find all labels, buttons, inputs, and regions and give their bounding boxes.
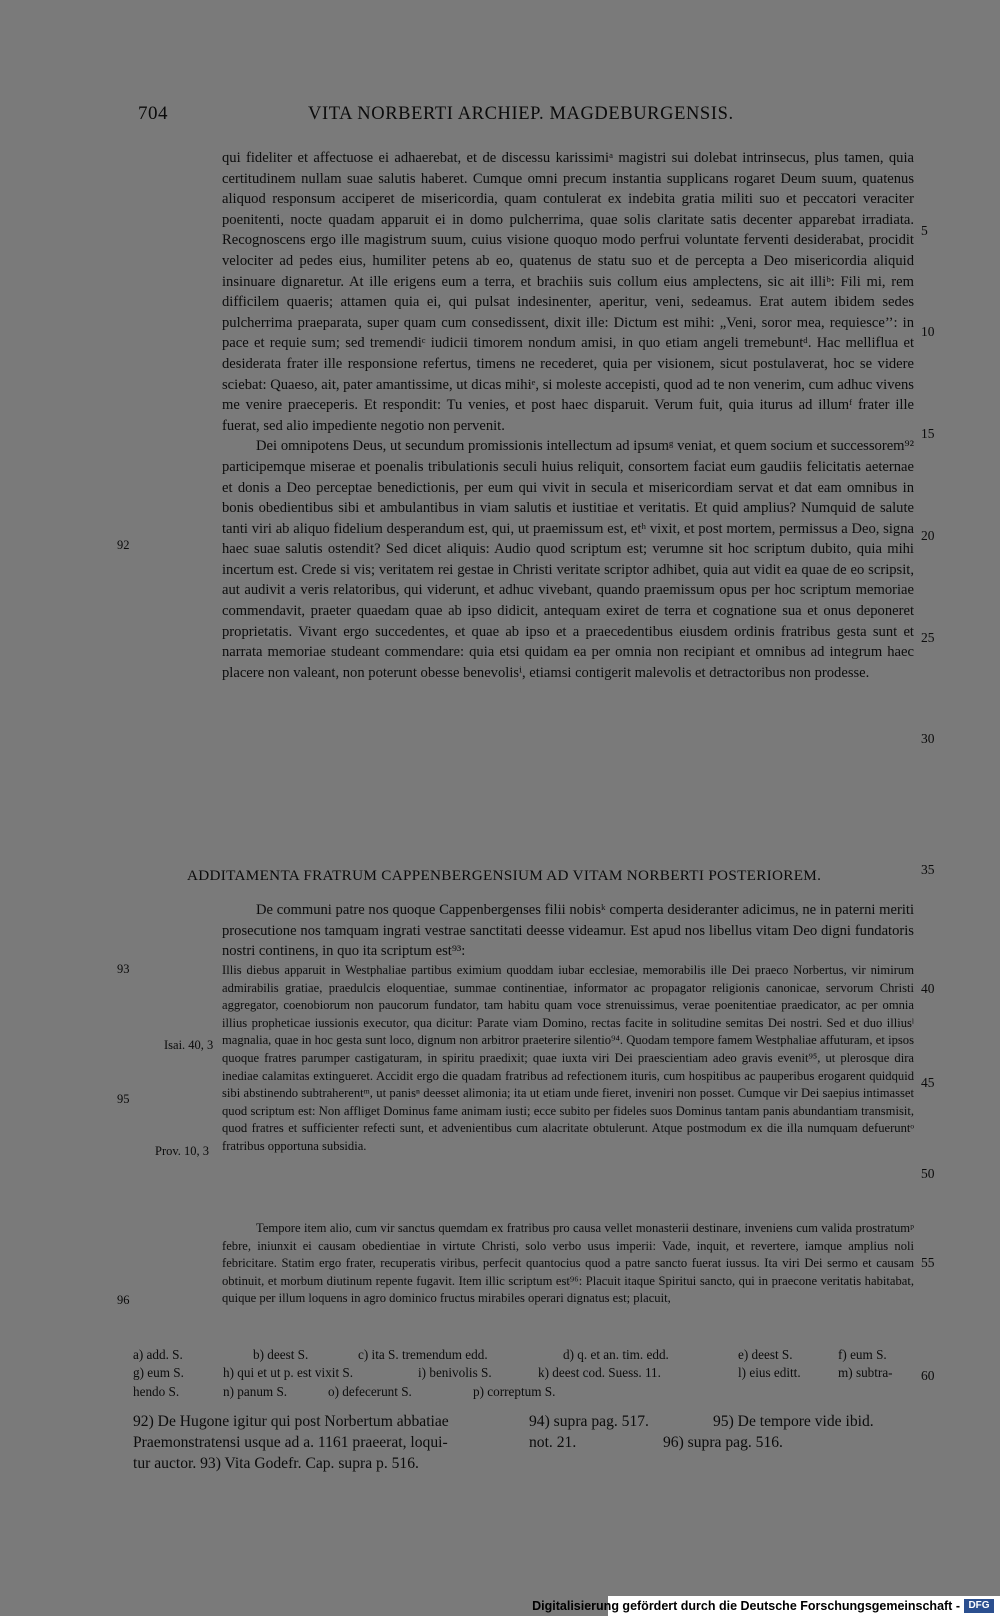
apparatus-entry: m) subtra- xyxy=(838,1365,893,1381)
margin-note-number: 95 xyxy=(117,1092,130,1106)
paragraph: Illis diebus apparuit in Westphaliae partibus eximium quoddam iubar ecclesiae, memorabilis ille Dei praeco Norbertus, vir nimirum admirabilis gratiae, praedulcis eloquentiae, summae continentiae, informator ac propagator religionis canonicae, servorum Christi aggregator, coenobiorum non paucorum fundator, tam habitu quam voce strenuissimus, verae poenitentiae praedicator, ac per omnia illius propheticae iussionis executor, qua dicitur: Parate viam Domino, rectas facite in solitudine semitas Dei nostri. Sed et duo illiusˡ magnalia, quae in hoc gesta sunt loco, dignum non arbitror praeterire silentio⁹⁴. Quodam tempore famem Westphaliae affuturam, et ipsos quoque fratres parumper castigaturam, in spiritu praedixit; quae iuxta viri Dei praescientiam adeo gravis evenit⁹⁵, ut plerosque dira inediae calamitas extingueret. Accidit ergo die quadam fratribus ad refectionem ituris, cum hospitibus ac pauperibus erogarent quidquid sibi abstinendo subtraherentᵐ, ut panisⁿ deesset alimonia; ita ut etiam unde fieret, inveniri non posset. Cumque vir Dei saepius intimasset quod scriptum est: Non affliget Dominus fame animam iusti; ecce subito per fideles suos Dominus tantam panis abundantiam transmisit, quod fratres et sufficienter refecti sunt, et advenientibus cum alacritate obtulerunt. Atque postmodum ex die illa numquam defueruntᵒ fratribus opportuna subsidia. xyxy=(222,963,914,1153)
apparatus-entry: b) deest S. xyxy=(253,1347,309,1362)
margin-note-number: 96 xyxy=(117,1293,130,1307)
note-line: 94) supra pag. 517. xyxy=(529,1413,649,1430)
footer-credit: Digitalisierung gefördert durch die Deutsche Forschungsgemeinschaft - xyxy=(532,1599,960,1613)
line-number: 45 xyxy=(921,1075,935,1090)
running-head: VITA NORBERTI ARCHIEP. MAGDEBURGENSIS. xyxy=(308,104,734,124)
notes-column xyxy=(133,1411,449,1474)
line-number: 20 xyxy=(921,528,935,543)
note-line: 92) De Hugone igitur qui post Norbertum abbatiae xyxy=(133,1413,449,1430)
margin-note-number: 93 xyxy=(117,962,130,976)
section-title: ADDITAMENTA FRATRUM CAPPENBERGENSIUM AD VITAM NORBERTI POSTERIOREM. xyxy=(187,867,822,884)
apparatus-entry: d) q. et an. tim. edd. xyxy=(563,1347,669,1362)
quoted-text xyxy=(222,1220,914,1308)
line-number: 35 xyxy=(921,862,935,877)
dfg-logo: DFG xyxy=(964,1599,994,1613)
note-line: not. 21. xyxy=(529,1434,577,1451)
note-line: 96) supra pag. 516. xyxy=(663,1434,783,1451)
apparatus-entry: n) panum S. xyxy=(223,1383,288,1399)
margin-reference: Prov. 10, 3 xyxy=(155,1144,210,1158)
apparatus-entry: a) add. S. xyxy=(133,1347,183,1362)
apparatus-entry: c) ita S. tremendum edd. xyxy=(358,1347,488,1362)
apparatus-entry: k) deest cod. Suess. 11. xyxy=(538,1365,661,1381)
margin-note-number: 92 xyxy=(117,538,130,552)
note-line: tur auctor. 93) Vita Godefr. Cap. supra p. 516. xyxy=(133,1455,419,1472)
paragraph: De communi patre nos quoque Cappenbergenses filii nobisᵏ comperta desideranter adicimus, ne in paterni meriti prosecutione nos tamquam ingrati vestrae sanctitati deesse videamur. Est apud nos libellus vitam Deo digni fundatoris nostri continens, in quo ita scriptum est⁹³: xyxy=(222,902,914,960)
line-number: 55 xyxy=(921,1255,935,1270)
paragraph: Dei omnipotens Deus, ut secundum promissionis intellectum ad ipsumᵍ veniat, et quem socium et successorem⁹² participemque miserae et poenalis tribulationis seculi huius reliquit, consortem faciat eum gaudiis felicitatis aeternae et donis a Deo perceptae benedictionis, per eum qui vivit in secula et misericordiam servat et dat eam omnibus in bonis obedientibus sibi et ambulantibus in viam salutis et iustitiae et veritatis. Et quid amplius? Numquid de salute tanti viri ab aliquo fidelium desperandum est, qui, ut praemissum est, etʰ vixit, et post mortem, permissus a Deo, signa haec suae salutis ostendit? Sed dicet aliquis: Audio quod scriptum est; verumne sit hoc scriptum dubito, quia mihi incertum est. Crede si vis; veritatem rei gestae in Christi veritate scriptor adhibet, quia aut vidit ea quae de eo scripsit, aut audivit a veris relatoribus, qui viderunt, et adhuc vivebant, quando praemissum opus per hoc scriptum memoriae commendavit, praeter quaedam quae ab ipso didicit, antequam exiret de terra et cognatione sua et onus deponeret proprietatis. Vivant ergo succedentes, et quae ab ipso et a praecedentibus eiusdem ordinis fratribus gesta sunt et narrata memoriae studeant commendare: quia etsi quidam ea per omnia non recipiant et omnibus ad integrum haec placere non valeant, non poterunt obesse benevolisⁱ, etiamsi contigerit malevolis et detractoribus non prodesse. xyxy=(222,438,914,681)
main-text xyxy=(222,148,914,683)
quoted-text xyxy=(222,962,914,1156)
notes-column xyxy=(663,1411,874,1453)
line-number: 25 xyxy=(921,630,935,645)
line-number: 40 xyxy=(921,981,935,996)
apparatus-entry: g) eum S. xyxy=(133,1365,184,1381)
line-number: 10 xyxy=(921,324,935,339)
apparatus-row xyxy=(133,1364,913,1382)
paragraph: Tempore item alio, cum vir sanctus quemdam ex fratribus pro causa vellet monasterii destinare, inveniens cum valida prostratumᵖ febre, iniunxit ei causam obedientiae in virtute Christi, solo verbo usus imperii: Vade, inquit, et revertere, iamque amplius noli febricitare. Statim ergo frater, recuperatis viribus, perfecit quantocius quod a patre sancto fuerat iussus. Ita viri Dei sermo et causam obtinuit, et morbum diutinum repente fugavit. Item illic scriptum est⁹⁶: Placuit itaque Spiritui sancto, qui in praecone veritatis habitabat, quique per illum loquens in agro dominico fructus mirabiles operari dignatus est; placuit, xyxy=(222,1221,914,1306)
line-number: 60 xyxy=(921,1368,935,1383)
apparatus-entry: hendo S. xyxy=(133,1383,180,1399)
margin-reference: Isai. 40, 3 xyxy=(164,1038,214,1052)
note-line: 95) De tempore vide ibid. xyxy=(713,1413,874,1430)
line-number: 5 xyxy=(921,223,928,238)
apparatus-entry: o) defecerunt S. xyxy=(328,1383,412,1399)
line-number: 50 xyxy=(921,1166,935,1181)
apparatus-row xyxy=(133,1383,913,1401)
line-number: 15 xyxy=(921,426,935,441)
apparatus-row xyxy=(133,1346,913,1364)
critical-apparatus xyxy=(133,1346,913,1401)
apparatus-entry: p) correptum S. xyxy=(473,1383,556,1399)
line-number: 30 xyxy=(921,731,935,746)
note-line: Praemonstratensi usque ad a. 1161 praeerat, loqui- xyxy=(133,1434,448,1451)
notes-column xyxy=(529,1411,649,1453)
apparatus-entry: h) qui et ut p. est vixit S. xyxy=(223,1365,354,1381)
apparatus-entry: f) eum S. xyxy=(838,1347,887,1362)
paragraph: qui fideliter et affectuose ei adhaerebat, et de discessu karissimiᵃ magistri sui dolebat intrinsecus, plus tamen, quia certitudinem nullam suae salutis haberet. Cumque omni precum instantia supplicans rogaret Deum suum, quatenus aliquod responsum acciperet de misericordia, quam contulerat ex indebita gratia militi suo et peccatori veraciter poenitenti, nocte quadam apparuit ei in domo pulcherrima, quae solis claritate satis decenter apparebat irradiata. Recognoscens ergo ille magistrum suum, cuius visione quoquo modo perfrui voluntate ferventi desiderabat, procidit velociter ad pedes eius, humiliter petens ab eo, quatenus de statu suo et de percepta a Deo misericordia aliquid insinuare dignaretur. At ille erigens eum a terra, et brachiis suis collum eius amplectens, sic ait illiᵇ: Fili mi, rem difficilem quaeris; attamen quia ei, qui pulsat indesinenter, aperitur, veni, sedeamus. Erat autem ibidem sedes pulcherrima praeparata, super quam cum consedissent, dixit ille: Dictum est mihi: „Veni, soror mea, requiesce’’: in pace et requie sum; sed tremendiᶜ iudicii timorem nondum amisi, in quo etiam angeli tremebuntᵈ. Hac melliflua et desiderata frater ille responsione refertus, timens ne recederet, quia per visionem, sicut postulaverat, hoc se videre sciebat: Quaeso, ait, pater amantissime, ut dicas mihiᵉ, si moleste accepisti, quod ad te non venerim, cum adhuc vivens me venire praeceperis. Et respondit: Tu venies, et post haec disparuit. Verum fuit, quia iturus ad illumᶠ frater ille fuerat, sed alio impediente negotio non pervenit. xyxy=(222,150,914,434)
apparatus-entry: l) eius editt. xyxy=(738,1365,801,1381)
page-number: 704 xyxy=(138,103,168,124)
additamenta-intro xyxy=(222,900,914,962)
apparatus-entry: i) benivolis S. xyxy=(418,1365,492,1381)
apparatus-entry: e) deest S. xyxy=(738,1347,793,1362)
